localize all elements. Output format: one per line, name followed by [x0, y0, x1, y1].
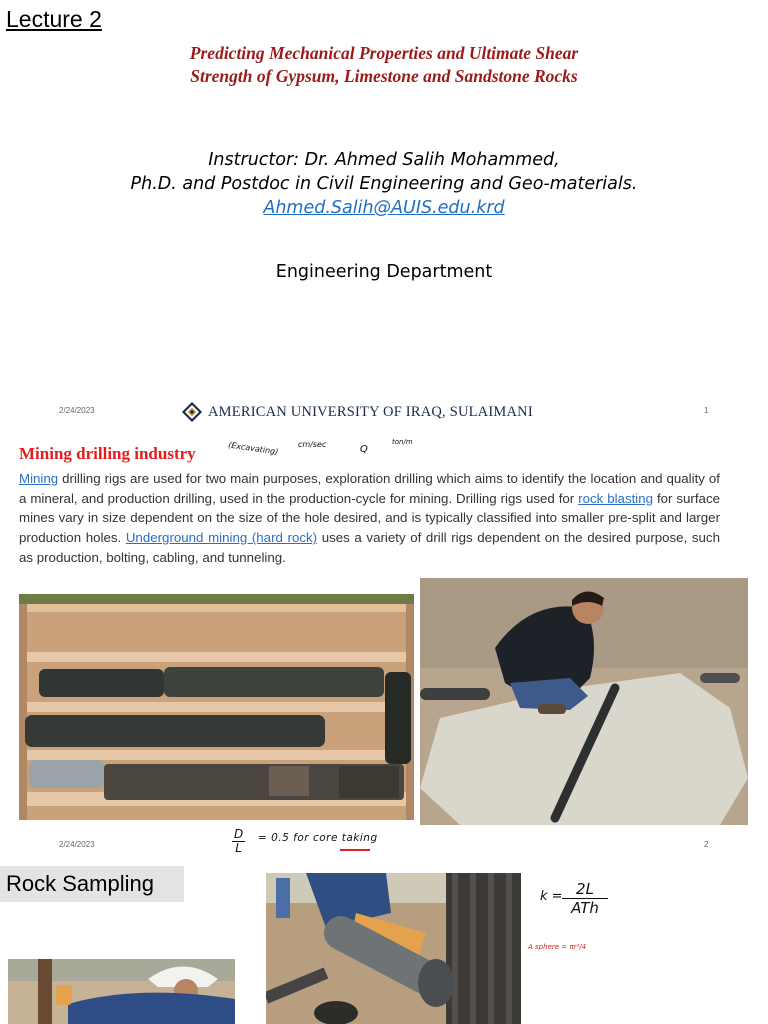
- instructor-credentials: Ph.D. and Postdoc in Civil Engineering and Geo-materials.: [130, 174, 638, 194]
- handwritten-annotation-1: (Excavating): [227, 440, 279, 457]
- ratio-denominator: L: [235, 841, 242, 855]
- handwritten-annotation-2: cm/sec: [298, 440, 327, 449]
- worker-photo: [8, 959, 235, 1024]
- formula-denominator: ATh: [571, 899, 599, 917]
- para-text-1: drilling rigs are used for two main purposes, exploration drilling which aims to identify the location and quality of a mineral, and production drilling, used in the production-cycle for mining. Drilling rigs used for: [19, 471, 720, 506]
- lecture-title: [0, 42, 768, 88]
- instructor-email-link[interactable]: Ahmed.Salih@AUIS.edu.krd: [263, 198, 505, 218]
- handwritten-side-note: A sphere = πr²/4: [528, 943, 587, 951]
- core-box-photo: [19, 594, 414, 820]
- drilling-bit-photo: [266, 873, 521, 1024]
- para-text-2: for surface mines vary in size dependent on the size of the hole desired, and is typically classified into smaller pre-split and larger production holes.: [19, 490, 720, 546]
- red-underline: [340, 849, 370, 851]
- handwritten-ratio: [232, 828, 245, 855]
- slide1-page-number: 1: [704, 406, 709, 415]
- underground-mining-link[interactable]: Underground mining (hard rock): [125, 530, 318, 546]
- title-line-2: Strength of Gypsum, Limestone and Sandstone Rocks: [190, 66, 578, 86]
- university-emblem-icon: [182, 402, 202, 422]
- instructor-name: Instructor: Dr. Ahmed Salih Mohammed,: [208, 150, 560, 170]
- university-logo: [182, 402, 533, 422]
- department-label: Engineering Department: [275, 262, 493, 282]
- slide2-page-number: 2: [704, 840, 709, 849]
- formula-numerator: 2L: [562, 880, 608, 899]
- mining-link[interactable]: Mining: [19, 471, 59, 486]
- rock-sampling-heading: Rock Sampling: [0, 866, 184, 902]
- title-line-1: Predicting Mechanical Properties and Ultimate Shear: [189, 43, 579, 63]
- ratio-numerator: D: [234, 827, 244, 841]
- slide1-footer-date: 2/24/2023: [59, 406, 95, 415]
- para-text-3: uses a variety of drill rigs dependent on the desired purpose, such as production, bolting, cabling, and tunneling.: [19, 530, 720, 565]
- handwritten-annotation-3: Q: [360, 444, 368, 455]
- instructor-block: [0, 148, 768, 220]
- slide2-footer-date: 2/24/2023: [59, 840, 95, 849]
- field-sampling-photo: [420, 578, 748, 825]
- formula-left: k =: [540, 889, 563, 904]
- rock-blasting-link[interactable]: rock blasting: [578, 490, 654, 506]
- mining-heading: Mining drilling industry: [19, 444, 196, 463]
- lecture-label: Lecture 2: [6, 6, 102, 32]
- formula-fraction: [562, 880, 608, 917]
- university-name: AMERICAN UNIVERSITY OF IRAQ, SULAIMANI: [208, 403, 533, 420]
- mining-paragraph: [19, 469, 720, 568]
- handwritten-annotation-4: ton/m: [392, 438, 413, 446]
- handwritten-core-note: = 0.5 for core taking: [258, 832, 378, 844]
